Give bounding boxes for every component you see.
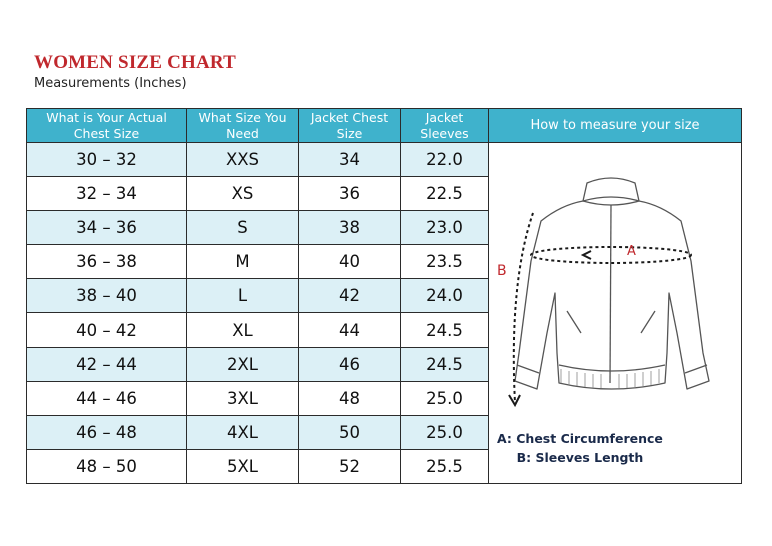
- header-size-needed: What Size You Need: [187, 109, 299, 143]
- jacket-zipper: [610, 205, 611, 383]
- cell-size: XS: [187, 177, 299, 211]
- cell-jacket-chest: 40: [299, 245, 401, 279]
- cell-chest: 38 – 40: [27, 279, 187, 313]
- header-chest-size: What is Your Actual Chest Size: [27, 109, 187, 143]
- cell-size: XL: [187, 313, 299, 347]
- label-b: B: [497, 263, 507, 279]
- cell-sleeves: 25.5: [401, 449, 489, 483]
- cell-chest: 32 – 34: [27, 177, 187, 211]
- cell-jacket-chest: 52: [299, 449, 401, 483]
- table-row: [27, 143, 742, 177]
- diagram-legend: [497, 429, 663, 467]
- jacket-right-pocket: [641, 311, 655, 333]
- chest-arrow: [583, 251, 591, 259]
- page-title: WOMEN SIZE CHART: [34, 52, 237, 73]
- legend-sleeves: B: Sleeves Length: [516, 450, 644, 465]
- size-chart-table: [26, 108, 742, 484]
- jacket-left-cuff: [517, 365, 539, 373]
- cell-chest: 34 – 36: [27, 211, 187, 245]
- cell-size: 3XL: [187, 381, 299, 415]
- cell-jacket-chest: 44: [299, 313, 401, 347]
- cell-size: 5XL: [187, 449, 299, 483]
- header-jacket-sleeves: Jacket Sleeves: [401, 109, 489, 143]
- jacket-collar: [583, 178, 639, 201]
- cell-chest: 42 – 44: [27, 347, 187, 381]
- jacket-waistband: [559, 365, 665, 371]
- measure-diagram-cell: [489, 143, 742, 484]
- cell-sleeves: 24.5: [401, 313, 489, 347]
- cell-sleeves: 23.0: [401, 211, 489, 245]
- cell-jacket-chest: 48: [299, 381, 401, 415]
- label-a: A: [627, 244, 636, 259]
- cell-sleeves: 24.0: [401, 279, 489, 313]
- header-how-to-measure: How to measure your size: [489, 109, 742, 143]
- cell-chest: 44 – 46: [27, 381, 187, 415]
- table-header-row: [27, 109, 742, 143]
- cell-sleeves: 22.5: [401, 177, 489, 211]
- legend-chest: A: Chest Circumference: [497, 431, 663, 446]
- cell-chest: 48 – 50: [27, 449, 187, 483]
- cell-jacket-chest: 38: [299, 211, 401, 245]
- sleeve-measure-line: [514, 213, 533, 403]
- cell-sleeves: 25.0: [401, 415, 489, 449]
- cell-size: S: [187, 211, 299, 245]
- page-subtitle: Measurements (Inches): [34, 76, 187, 91]
- cell-chest: 40 – 42: [27, 313, 187, 347]
- header-jacket-chest: Jacket Chest Size: [299, 109, 401, 143]
- cell-jacket-chest: 46: [299, 347, 401, 381]
- jacket-body: [515, 201, 709, 389]
- jacket-left-pocket: [567, 311, 581, 333]
- cell-jacket-chest: 36: [299, 177, 401, 211]
- cell-jacket-chest: 50: [299, 415, 401, 449]
- cell-sleeves: 25.0: [401, 381, 489, 415]
- cell-size: 2XL: [187, 347, 299, 381]
- measure-diagram: [489, 143, 741, 483]
- cell-jacket-chest: 34: [299, 143, 401, 177]
- cell-chest: 30 – 32: [27, 143, 187, 177]
- cell-size: 4XL: [187, 415, 299, 449]
- cell-chest: 46 – 48: [27, 415, 187, 449]
- cell-jacket-chest: 42: [299, 279, 401, 313]
- cell-chest: 36 – 38: [27, 245, 187, 279]
- cell-sleeves: 24.5: [401, 347, 489, 381]
- cell-sleeves: 23.5: [401, 245, 489, 279]
- cell-size: M: [187, 245, 299, 279]
- cell-size: L: [187, 279, 299, 313]
- jacket-right-cuff: [685, 365, 707, 373]
- cell-size: XXS: [187, 143, 299, 177]
- cell-sleeves: 22.0: [401, 143, 489, 177]
